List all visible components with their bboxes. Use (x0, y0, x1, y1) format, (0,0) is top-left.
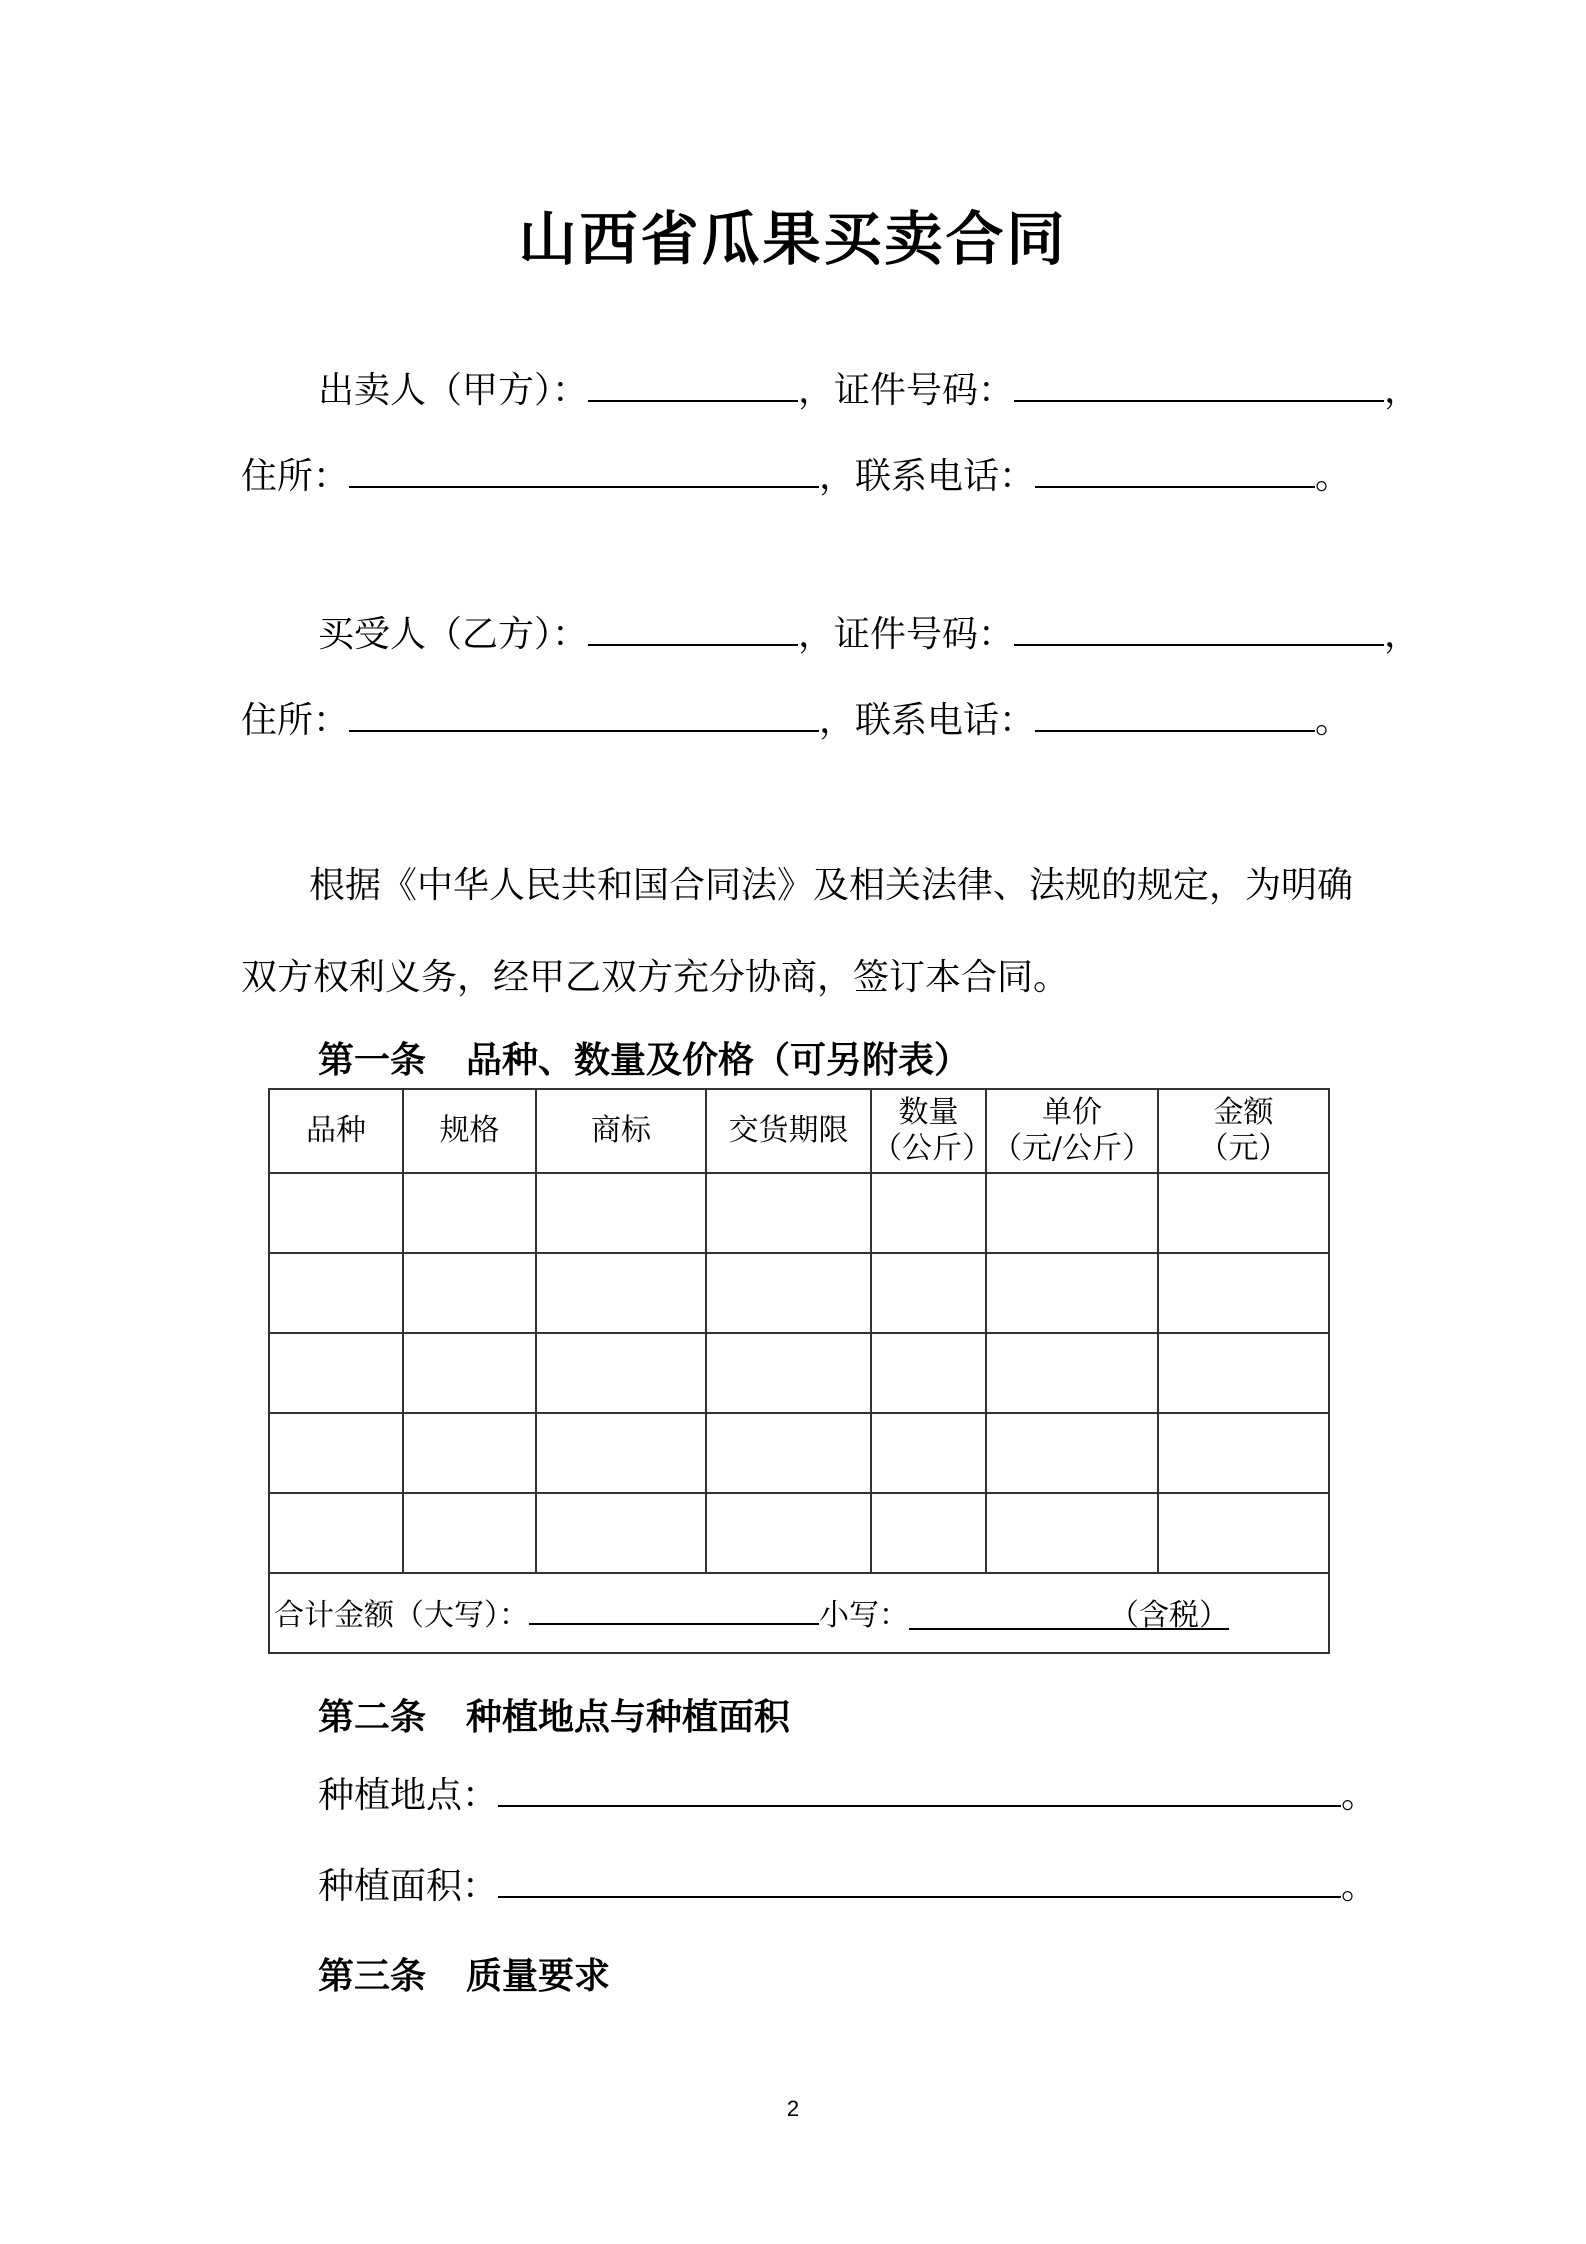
article-3-heading (318, 1952, 610, 2000)
table-cell[interactable] (986, 1173, 1158, 1253)
planting-area-line (318, 1862, 1377, 1911)
table-row (269, 1173, 1329, 1253)
table-cell[interactable] (986, 1413, 1158, 1493)
seller-phone-label: ，联系电话： (819, 456, 1036, 497)
table-cell[interactable] (269, 1493, 403, 1573)
total-upper-field[interactable] (529, 1593, 819, 1625)
goods-table (268, 1088, 1330, 1654)
column-header: 规格 (403, 1089, 536, 1173)
table-row (269, 1253, 1329, 1333)
table-cell[interactable] (1158, 1333, 1329, 1413)
total-lower-label: 小写： (819, 1597, 909, 1633)
seller-name-field[interactable] (588, 366, 798, 402)
page-number: 2 (786, 2096, 800, 2121)
article-1-number: 第一条 (318, 1039, 427, 1081)
table-cell[interactable] (403, 1413, 536, 1493)
seller-comma: ， (1384, 370, 1421, 411)
buyer-period: 。 (1315, 700, 1352, 741)
table-cell[interactable] (986, 1333, 1158, 1413)
table-cell[interactable] (536, 1253, 706, 1333)
table-row (269, 1333, 1329, 1413)
buyer-label: 买受人（乙方）： (318, 614, 589, 655)
preamble-paragraph: 根据《中华人民共和国合同法》及相关法律、法规的规定，为明确双方权利义务，经甲乙双方充分协商，签订本合同。 (241, 865, 1354, 998)
article-3-number: 第三条 (318, 1955, 427, 1997)
table-cell[interactable] (706, 1253, 871, 1333)
table-cell[interactable] (536, 1493, 706, 1573)
column-header: 品种 (269, 1089, 403, 1173)
table-cell[interactable] (1158, 1253, 1329, 1333)
column-header: 交货期限 (706, 1089, 871, 1173)
article-3-title: 质量要求 (466, 1955, 611, 1997)
column-header: 商标 (536, 1089, 706, 1173)
table-cell[interactable] (1158, 1493, 1329, 1573)
table-cell[interactable] (536, 1413, 706, 1493)
buyer-phone-field[interactable] (1035, 696, 1315, 732)
planting-location-label: 种植地点： (318, 1775, 499, 1816)
buyer-address-line (241, 696, 1351, 745)
article-2-heading (318, 1693, 790, 1741)
table-cell[interactable] (269, 1413, 403, 1493)
buyer-comma: ， (1384, 614, 1421, 655)
seller-id-label: ，证件号码： (798, 370, 1015, 411)
article-1-heading (318, 1036, 970, 1084)
table-cell[interactable] (403, 1493, 536, 1573)
seller-phone-field[interactable] (1035, 452, 1315, 488)
table-cell[interactable] (706, 1493, 871, 1573)
table-cell[interactable] (706, 1413, 871, 1493)
article-2-number: 第二条 (318, 1696, 427, 1738)
table-cell[interactable] (403, 1173, 536, 1253)
planting-location-period: 。 (1341, 1775, 1378, 1816)
table-cell[interactable] (871, 1333, 986, 1413)
column-header: 数量 （公斤） (871, 1089, 986, 1173)
article-2-title: 种植地点与种植面积 (466, 1696, 791, 1738)
document-title: 山西省瓜果买卖合同 (518, 205, 1068, 273)
table-cell[interactable] (536, 1173, 706, 1253)
table-cell[interactable] (536, 1333, 706, 1413)
planting-area-period: 。 (1341, 1866, 1378, 1907)
table-cell[interactable] (1158, 1173, 1329, 1253)
table-row (269, 1413, 1329, 1493)
table-cell[interactable] (706, 1333, 871, 1413)
table-cell[interactable] (871, 1413, 986, 1493)
table-cell[interactable] (403, 1253, 536, 1333)
seller-label: 出卖人（甲方）： (318, 370, 589, 411)
seller-address-field[interactable] (349, 452, 819, 488)
planting-area-label: 种植面积： (318, 1866, 499, 1907)
table-row (269, 1493, 1329, 1573)
table-cell[interactable] (269, 1173, 403, 1253)
column-header: 金额 （元） (1158, 1089, 1329, 1173)
total-lower-field[interactable] (909, 1597, 1229, 1633)
seller-period: 。 (1315, 456, 1352, 497)
table-total-row (269, 1573, 1329, 1653)
table-cell[interactable] (269, 1333, 403, 1413)
table-cell[interactable] (871, 1253, 986, 1333)
buyer-address-field[interactable] (349, 696, 819, 732)
table-cell[interactable] (403, 1333, 536, 1413)
total-cell (269, 1573, 1329, 1653)
table-cell[interactable] (1158, 1413, 1329, 1493)
table-cell[interactable] (269, 1253, 403, 1333)
table-header-row (269, 1089, 1329, 1173)
buyer-id-field[interactable] (1014, 610, 1384, 646)
tax-note: （含税） (1109, 1597, 1229, 1633)
buyer-phone-label: ，联系电话： (819, 700, 1036, 741)
table-cell[interactable] (871, 1493, 986, 1573)
seller-line (318, 366, 1420, 415)
buyer-name-field[interactable] (588, 610, 798, 646)
seller-id-field[interactable] (1014, 366, 1384, 402)
total-upper-label: 合计金额（大写）： (274, 1597, 529, 1633)
planting-location-line (318, 1771, 1377, 1820)
planting-area-field[interactable] (498, 1862, 1341, 1898)
buyer-id-label: ，证件号码： (798, 614, 1015, 655)
table-cell[interactable] (986, 1253, 1158, 1333)
column-header: 单价 （元/公斤） (986, 1089, 1158, 1173)
planting-location-field[interactable] (498, 1771, 1341, 1807)
article-1-title: 品种、数量及价格（可另附表） (466, 1039, 971, 1081)
table-cell[interactable] (986, 1493, 1158, 1573)
table-cell[interactable] (706, 1173, 871, 1253)
buyer-address-label: 住所： (241, 700, 350, 741)
table-cell[interactable] (871, 1173, 986, 1253)
seller-address-line (241, 452, 1351, 501)
buyer-line (318, 610, 1420, 659)
seller-address-label: 住所： (241, 456, 350, 497)
